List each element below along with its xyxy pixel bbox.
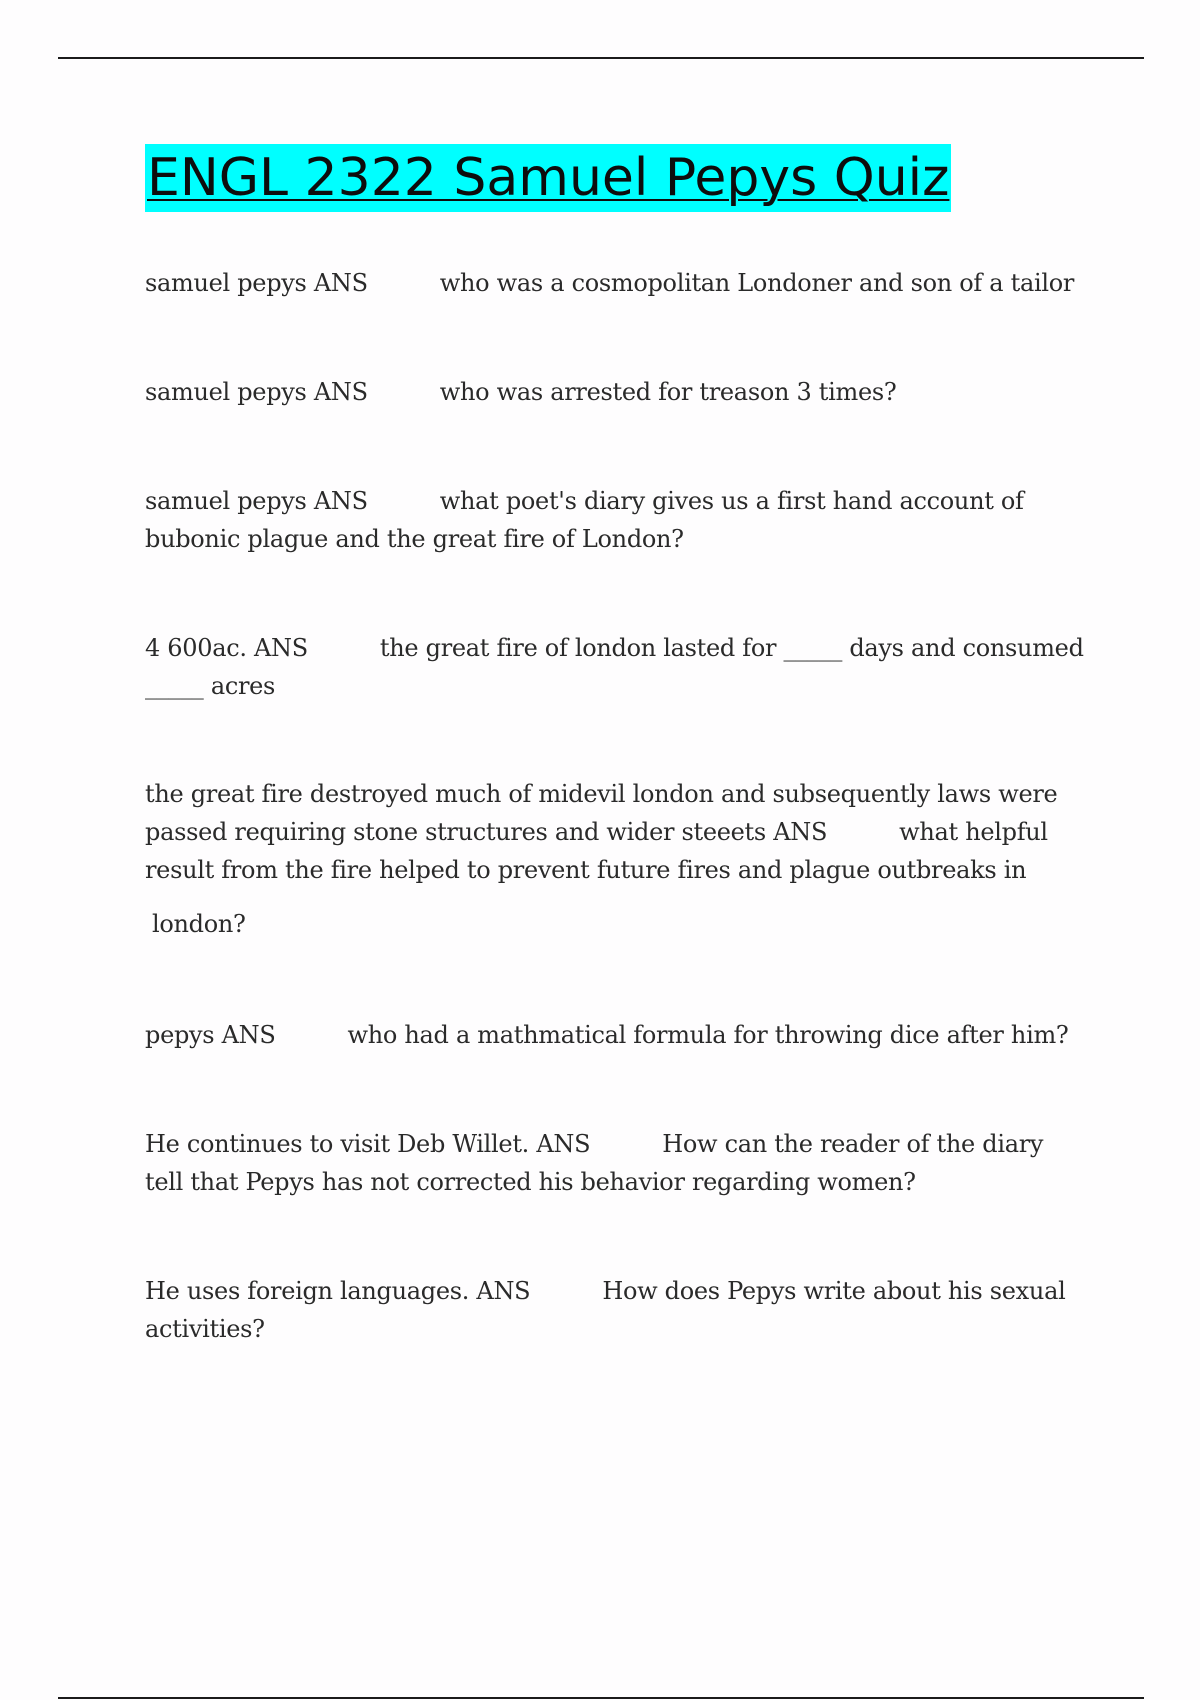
qa-item (145, 482, 1085, 558)
qa-item (145, 1125, 1085, 1201)
question-text: How does Pepys write about his sexual activities? (145, 1277, 1066, 1343)
question-text: who was a cosmopolitan Londoner and son of a tailor (439, 269, 1075, 297)
answer-text: 4 600ac. ANS (145, 634, 308, 662)
answer-text: He uses foreign languages. ANS (145, 1277, 531, 1305)
question-text: who was arrested for treason 3 times? (439, 378, 897, 406)
question-text: who had a mathmatical formula for throwing dice after him? (347, 1021, 1069, 1049)
qa-item (145, 1016, 1085, 1054)
question-text: How can the reader of the diary tell that Pepys has not corrected his behavior regarding women? (145, 1130, 1044, 1196)
qa-item (145, 373, 1085, 411)
question-text: the great fire of london lasted for _____ days and consumed _____ acres (145, 634, 1084, 700)
question-text: what poet's diary gives us a first hand account of bubonic plague and the great fire of London? (145, 487, 1024, 553)
bottom-divider (58, 1697, 1144, 1699)
question-text-continued: london? (152, 910, 246, 938)
top-divider (58, 57, 1144, 59)
answer-text: He continues to visit Deb Willet. ANS (145, 1130, 591, 1158)
answer-text: samuel pepys ANS (145, 487, 368, 515)
qa-item (145, 264, 1085, 302)
qa-item (145, 1272, 1085, 1348)
answer-text: samuel pepys ANS (145, 269, 368, 297)
question-text: what helpful result from the fire helped to prevent future fires and plague outbreaks in (145, 818, 1048, 884)
answer-text: pepys ANS (145, 1021, 276, 1049)
answer-text: the great fire destroyed much of midevil london and subsequently laws were passed requiring stone structures and wider steeets ANS (145, 780, 1058, 846)
page-title: ENGL 2322 Samuel Pepys Quiz (145, 144, 951, 212)
qa-item (145, 629, 1085, 705)
answer-text: samuel pepys ANS (145, 378, 368, 406)
qa-item (145, 775, 1085, 943)
